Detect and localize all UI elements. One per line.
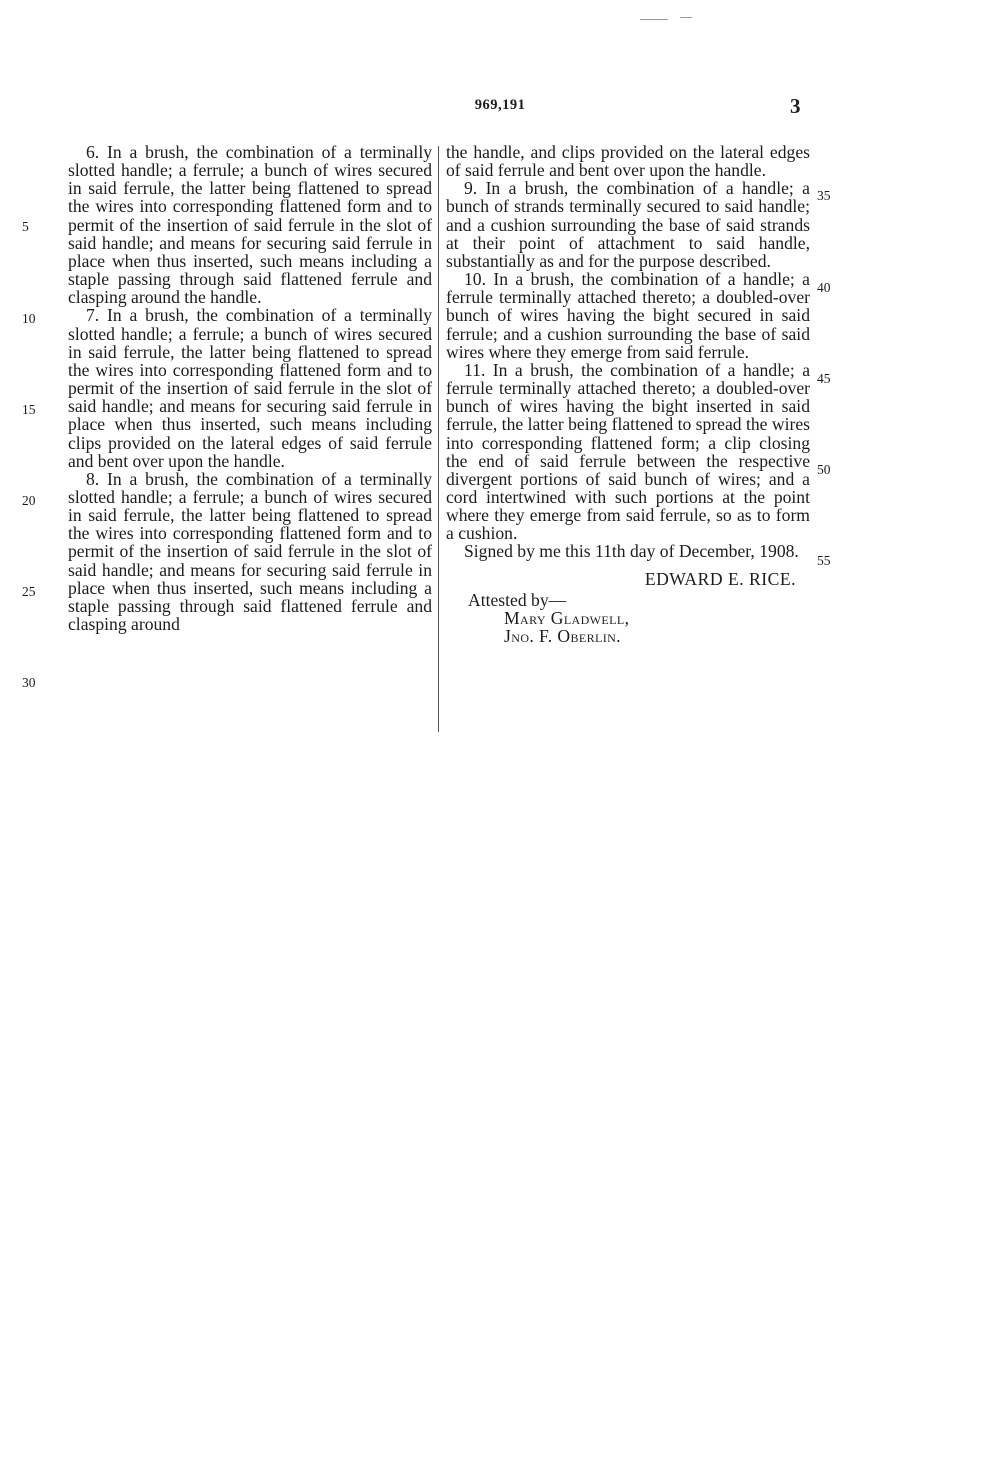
line-number: 55 [817,553,831,568]
claim-6: 6. In a brush, the combination of a terminally slotted handle; a ferrule; a bunch of wires secured in said ferrule, the latter being flattened to spread the wires into corresponding flattened form and to permit of the insertion of said ferrule in the slot of said handle; and means for securing said ferrule in place when thus inserted, such means including a staple passing through said flattened ferrule and clasping around the handle. [68,142,432,308]
patent-number: 969,191 [474,97,526,113]
witness-2: Jno. F. Oberlin. [504,626,621,647]
scan-mark [680,17,692,18]
page-number: 3 [790,94,801,118]
line-number: 30 [22,675,36,690]
line-number: 35 [817,188,831,203]
claim-11: 11. In a brush, the combination of a handle; a ferrule terminally attached thereto; a doubled-over bunch of wires having the bight inserted in said ferrule, the latter being flattened to spread the wires into corresponding flattened form; a clip closing the end of said ferrule between the respective divergent portions of said bunch of wires; and a cord intertwined with such portions at the point where they emerge from said ferrule, so as to form a cushion. [446,359,810,544]
inventor-signature: EDWARD E. RICE. [644,568,796,589]
line-number: 40 [817,280,831,295]
claim-10: 10. In a brush, the combination of a handle; a ferrule terminally attached thereto; a doubled-over bunch of wires having the bight secured in said ferrule; and a cushion surrounding the base of said wires where they emerge from said ferrule. [446,269,810,362]
signed-statement: Signed by me this 11th day of December, 1908. [464,541,799,562]
claim-9: 9. In a brush, the combination of a handle; a bunch of strands terminally secured to said handle; and a cushion surrounding the base of said strands at their point of attachment to said handle, substantially as and for the purpose described. [446,178,810,271]
line-number: 5 [22,219,29,234]
right-column [446,143,810,645]
line-number: 15 [22,402,36,417]
claim-7: 7. In a brush, the combination of a terminally slotted handle; a ferrule; a bunch of wires secured in said ferrule, the latter being flattened to spread the wires into corresponding flattened form and to permit of the insertion of said ferrule in the slot of said handle; and means for securing said ferrule in place when thus inserted, such means including clips provided on the lateral edges of said ferrule and bent over upon the handle. [68,305,432,471]
claim-8: 8. In a brush, the combination of a terminally slotted handle; a ferrule; a bunch of wires secured in said ferrule, the latter being flattened to spread the wires into corresponding flattened form and to permit of the insertion of said ferrule in the slot of said handle; and means for securing said ferrule in place when thus inserted, such means including a staple passing through said flattened ferrule and clasping around [68,468,432,635]
witness-1: Mary Gladwell, [504,607,630,628]
line-number: 20 [22,493,36,508]
column-divider [438,146,439,732]
line-number: 25 [22,584,36,599]
line-number: 10 [22,311,36,326]
scan-mark [640,19,668,20]
attested-by: Attested by— [468,589,567,610]
line-number: 45 [817,371,831,386]
claim-8-continuation: the handle, and clips provided on the lateral edges of said ferrule and bent over upon the handle. [446,142,810,181]
line-number: 50 [817,462,831,477]
left-column [68,143,432,633]
